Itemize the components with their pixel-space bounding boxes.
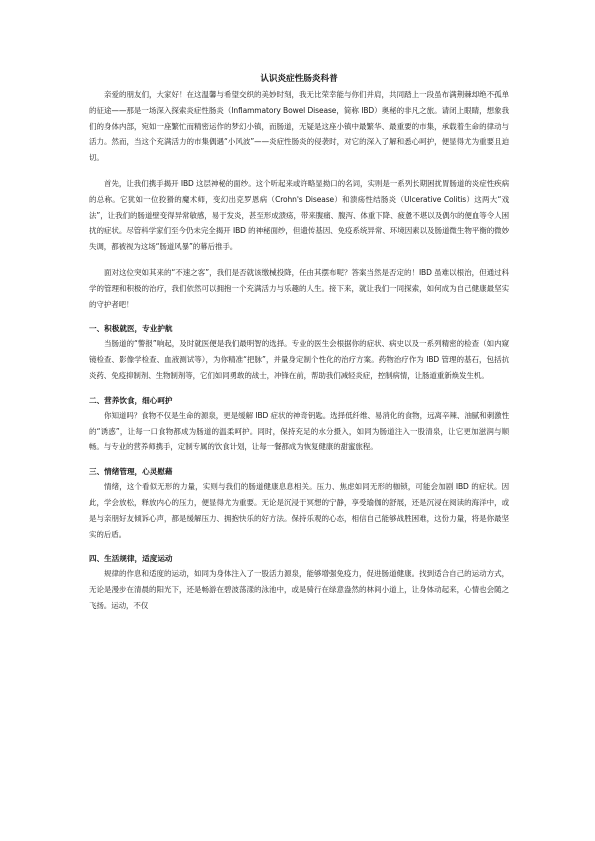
paragraph-gap xyxy=(89,542,509,552)
section-body-4: 规律的作息和适度的运动，如同为身体注入了一股活力源泉，能够增强免疫力，促进肠道健康。找到适合自己的运动方式，无论是漫步在清晨的阳光下，还是畅游在碧波荡漾的泳池中，或是骑行在绿意盎然的林间小道上，让身体动起来，心情也会随之飞扬。运动，不仅 xyxy=(89,569,509,610)
paragraph-gap xyxy=(89,166,509,176)
intro-paragraph-3: 面对这位突如其来的“不速之客”，我们是否就该缴械投降，任由其摆布呢？答案当然是否定的！IBD 虽难以根治，但通过科学的管理和积极的治疗，我们依然可以拥抱一个充满活力与乐趣的人生。接下来，就让我们一同探索，如何成为自己健康最坚实的守护者吧！ xyxy=(89,267,509,309)
paragraph-gap xyxy=(89,255,509,265)
paragraph-gap xyxy=(89,384,509,394)
section-heading-3: 三、情绪管理，心灵慰藉 xyxy=(89,467,173,477)
intro-paragraph-1: 亲爱的朋友们，大家好！在这温馨与希望交织的美妙时刻，我无比荣幸能与你们并肩，共同踏上一段虽布满荆棘却绝不孤单的征途——那是一场深入探索炎症性肠炎（Inflammatory Bowel Disease，简称 IBD）奥秘的非凡之旅。请闭上眼睛，想象我们的身体内部，宛如一座繁忙而精密运作的梦幻小镇，而肠道，无疑是这座小镇中最繁华、最重要的市集，承载着生命的律动与活力。然而，当这个充满活力的市集偶遇“小风波”——炎症性肠炎的侵袭时，对它的深入了解和悉心呵护，便显得尤为重要且迫切。 xyxy=(89,90,509,163)
paragraph-gap xyxy=(89,455,509,465)
paragraph-gap xyxy=(89,312,509,322)
section-heading-2: 二、营养饮食，细心呵护 xyxy=(89,395,173,405)
section-body-3: 情绪，这个看似无形的力量，实则与我们的肠道健康息息相关。压力、焦虑如同无形的枷锁，可能会加剧 IBD 的症状。因此，学会放松，释放内心的压力，便显得尤为重要。无论是沉浸于冥想的宁静，享受瑜伽的舒展，还是沉浸在阅读的海洋中，或是与亲朋好友倾诉心声，都是缓解压力、拥抱快乐的好方法。保持乐观的心态，相信自己能够战胜困难，这份力量，将是你最坚实的后盾。 xyxy=(89,482,509,539)
document-title: 认识炎症性肠炎科普 xyxy=(260,74,338,84)
section-heading-4: 四、生活规律，适度运动 xyxy=(89,554,173,564)
section-heading-1: 一、积极就医，专业护航 xyxy=(89,324,173,334)
document-page xyxy=(89,73,509,614)
intro-paragraph-2: 首先，让我们携手揭开 IBD 这层神秘的面纱。这个听起来或许略显拗口的名词，实则是一系列长期困扰胃肠道的炎症性疾病的总称。它犹如一位狡猾的魔术师，变幻出克罗恩病（Crohn's Disease）和溃疡性结肠炎（Ulcerative Colitis）这两大“戏法”，让我们的肠道壁变得异常敏感，易于发炎，甚至形成溃疡，带来腹痛、腹泻、体重下降、疲惫不堪以及偶尔的便血等令人困扰的症状。尽管科学家们至今仍未完全揭开 IBD 的神秘面纱，但遗传基因、免疫系统异常、环境因素以及肠道微生物平衡的微妙失调，都被视为这场“肠道风暴”的幕后推手。 xyxy=(89,178,509,252)
section-body-1: 当肠道的“警报”响起，及时就医便是我们最明智的选择。专业的医生会根据你的症状、病史以及一系列精密的检查（如内窥镜检查、影像学检查、血液测试等），为你精准“把脉”，并量身定制个性化的治疗方案。药物治疗作为 IBD 管理的基石，包括抗炎药、免疫抑制剂、生物制剂等，它们如同勇敢的战士，冲锋在前，帮助我们减轻炎症，控制病情，让肠道重新焕发生机。 xyxy=(89,339,509,380)
section-body-2: 你知道吗？食物不仅是生命的源泉，更是缓解 IBD 症状的神奇钥匙。选择低纤维、易消化的食物，远离辛辣、油腻和刺激性的“诱惑”，让每一口食物都成为肠道的温柔呵护。同时，保持充足的水分摄入，如同为肠道注入一股清泉，让它更加滋润与顺畅。与专业的营养师携手，定制专属的饮食计划，让每一餐都成为恢复健康的甜蜜旅程。 xyxy=(89,410,509,452)
